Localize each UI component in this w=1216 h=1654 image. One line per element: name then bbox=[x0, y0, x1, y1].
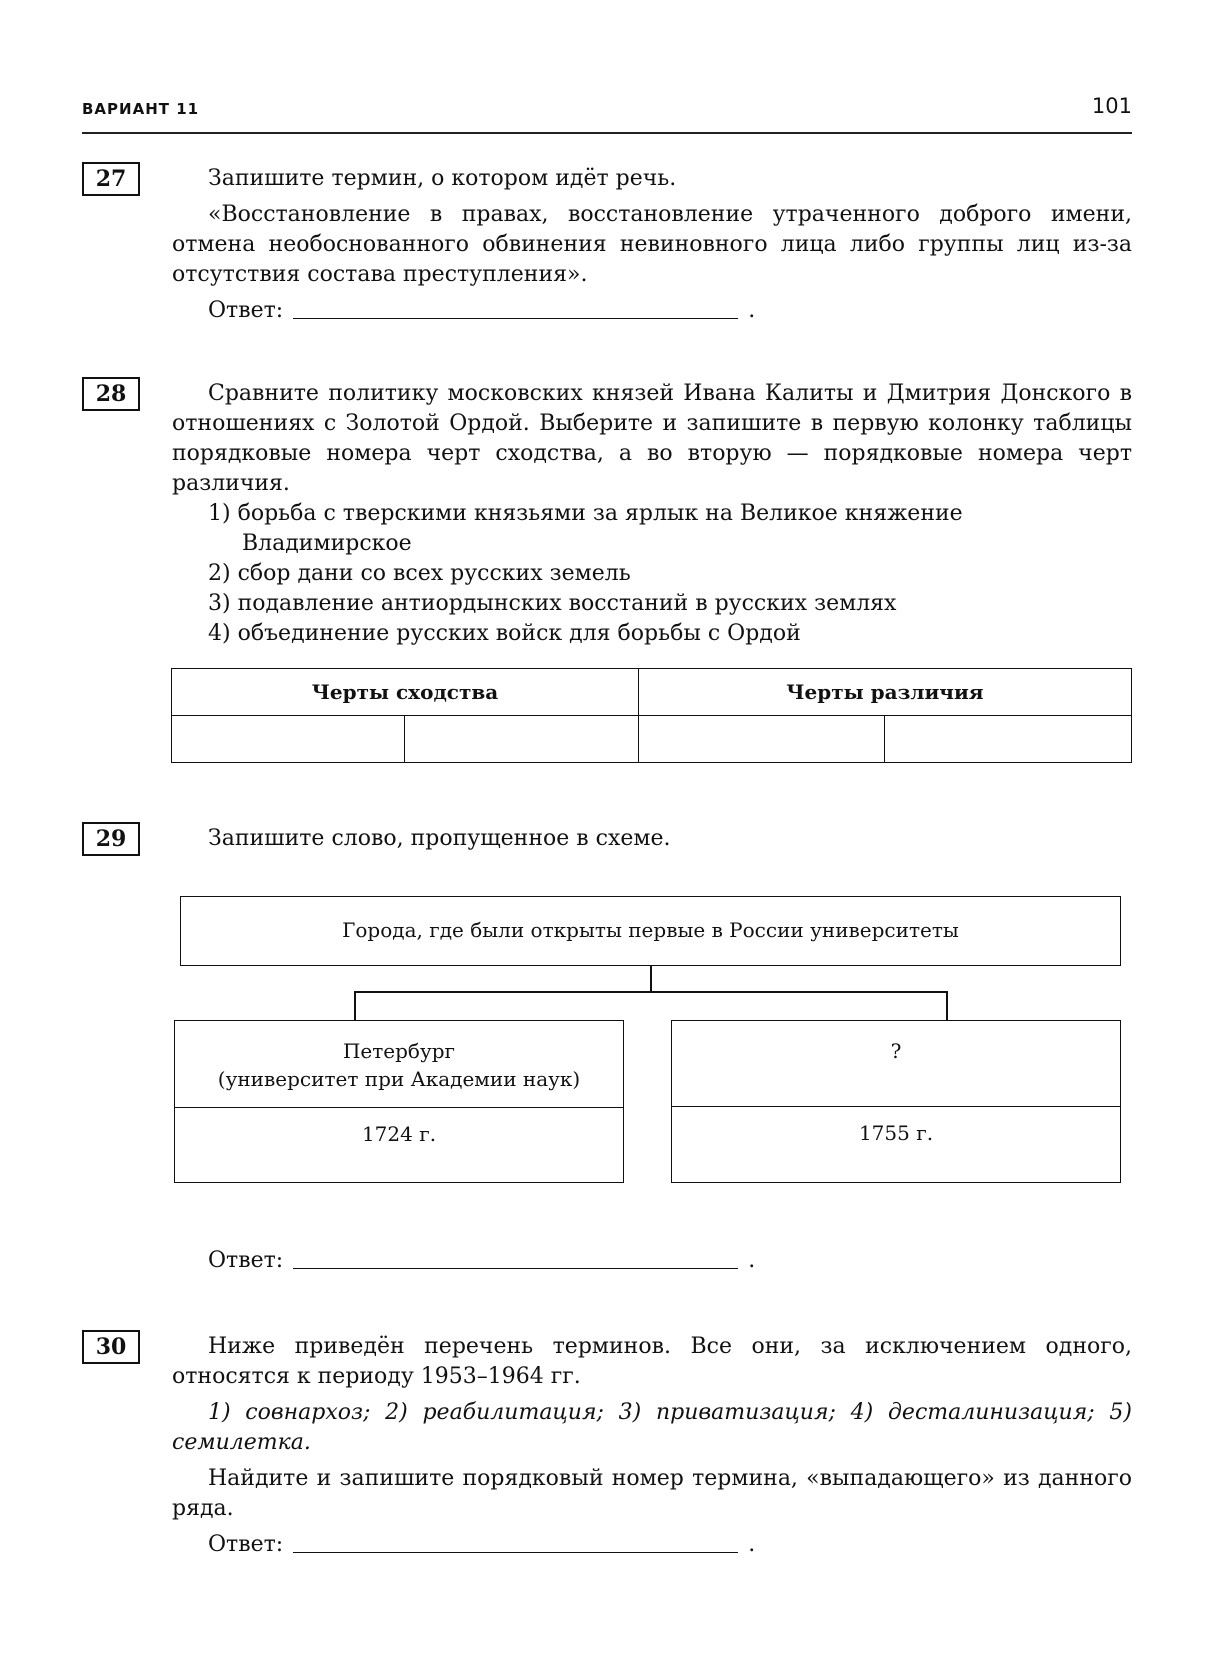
question-27-quote: «Восстановление в правах, восстановление утраченного доброго имени, отмена необоснованного обвинения невиновного лица либо группы лиц из-за отсутствия состава преступления». bbox=[172, 202, 1132, 287]
question-27-number: 27 bbox=[82, 162, 140, 196]
scheme-connector bbox=[354, 991, 356, 1021]
question-28 bbox=[172, 379, 1132, 649]
answer-label: Ответ: bbox=[208, 1248, 284, 1273]
scheme-box-right bbox=[671, 1020, 1121, 1183]
question-28-prompt: Сравните политику московских князей Ивана Калиты и Дмитрия Донского в отношениях с Золотой Ордой. Выберите и запишите в первую колонку таблицы порядковые номера черт сходства, а во вторую — порядковые номера черт различия. bbox=[172, 381, 1132, 496]
question-30-task: Найдите и запишите порядковый номер термина, «выпадающего» из данного ряда. bbox=[172, 1466, 1132, 1521]
scheme-left-year: 1724 г. bbox=[361, 1122, 437, 1146]
variant-label: ВАРИАНТ 11 bbox=[82, 100, 200, 118]
page-number: 101 bbox=[1091, 94, 1132, 118]
question-29 bbox=[172, 824, 1132, 860]
question-29-number: 29 bbox=[82, 822, 140, 856]
question-30-prompt: Ниже приведён перечень терминов. Все они, за исключением одного, относятся к периоду 1953–1964 гг. bbox=[172, 1334, 1132, 1389]
answer-field-30[interactable]: Ответ: . bbox=[172, 1530, 1132, 1560]
question-28-number: 28 bbox=[82, 377, 140, 411]
option-item: 3) подавление антиордынских восстаний в русских землях bbox=[208, 591, 897, 616]
scheme-box-left bbox=[174, 1020, 624, 1183]
scheme-title-box bbox=[180, 896, 1121, 966]
comparison-table bbox=[171, 668, 1132, 763]
scheme-title: Города, где были открыты первые в России университеты bbox=[342, 918, 959, 942]
answer-label: Ответ: bbox=[208, 298, 284, 323]
answer-field-29[interactable]: Ответ: . bbox=[172, 1246, 1132, 1276]
answer-label: Ответ: bbox=[208, 1532, 284, 1557]
scheme-connector bbox=[650, 966, 652, 992]
scheme-connector bbox=[946, 991, 948, 1021]
option-item: 4) объединение русских войск для борьбы с Ордой bbox=[208, 621, 801, 646]
answer-line[interactable] bbox=[293, 318, 738, 319]
question-27 bbox=[172, 164, 1132, 326]
scheme-right-year: 1755 г. bbox=[858, 1121, 934, 1145]
answer-cell[interactable] bbox=[405, 716, 638, 763]
answer-line[interactable] bbox=[293, 1268, 738, 1269]
column-header-similarities: Черты сходства bbox=[172, 669, 639, 716]
answer-line[interactable] bbox=[293, 1552, 738, 1553]
answer-cell[interactable] bbox=[172, 716, 405, 763]
question-29-prompt: Запишите слово, пропущенное в схеме. bbox=[208, 826, 671, 851]
option-item: 2) сбор дани со всех русских земель bbox=[208, 561, 631, 586]
page-header bbox=[82, 88, 1132, 134]
answer-field-27[interactable]: Ответ: . bbox=[172, 296, 1132, 326]
column-header-differences: Черты различия bbox=[638, 669, 1131, 716]
question-27-prompt: Запишите термин, о котором идёт речь. bbox=[208, 166, 677, 191]
scheme-left-note: (университет при Академии наук) bbox=[217, 1067, 581, 1091]
scheme-left-city: Петербург bbox=[342, 1039, 456, 1063]
question-30-terms: 1) совнархоз; 2) реабилитация; 3) приватизация; 4) десталинизация; 5) семилетка. bbox=[172, 1400, 1132, 1455]
answer-cell[interactable] bbox=[638, 716, 885, 763]
scheme-connector bbox=[354, 991, 947, 993]
question-29-answer bbox=[172, 1246, 1132, 1276]
scheme-right-city: ? bbox=[890, 1039, 902, 1063]
option-item: 1) борьба с тверскими князьями за ярлык на Великое княжение Владимирское bbox=[208, 501, 963, 556]
question-28-options bbox=[172, 499, 1132, 649]
answer-cell[interactable] bbox=[885, 716, 1132, 763]
question-30 bbox=[172, 1332, 1132, 1560]
question-30-number: 30 bbox=[82, 1330, 140, 1364]
